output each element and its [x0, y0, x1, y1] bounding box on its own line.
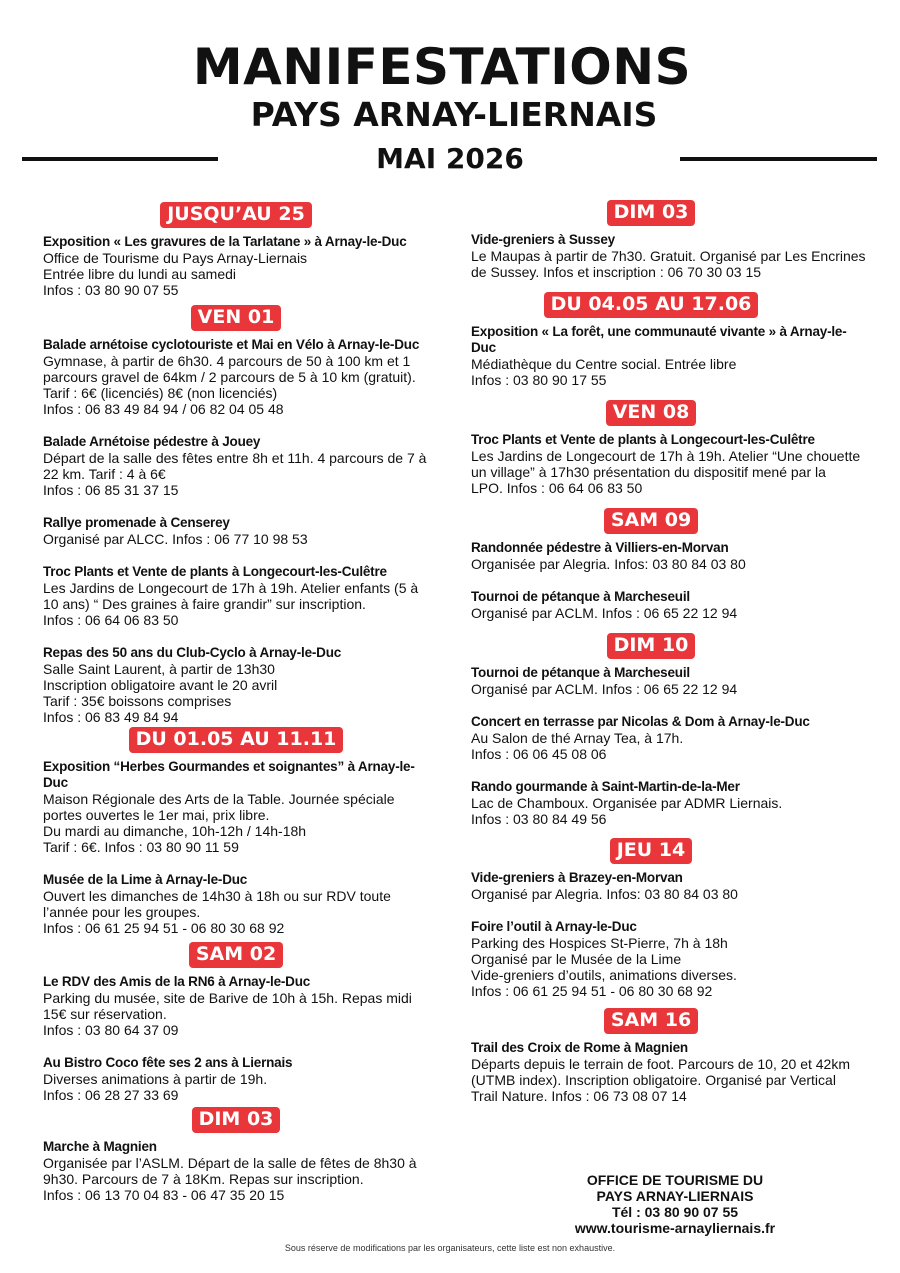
event-item	[471, 324, 871, 388]
event-item	[43, 1139, 433, 1203]
event-title: Rallye promenade à Censerey	[43, 515, 230, 530]
event-detail: Les Jardins de Longecourt de 17h à 19h. Atelier enfants (5 à	[43, 580, 419, 596]
event-title: Vide-greniers à Brazey-en-Morvan	[471, 870, 683, 885]
event-item	[471, 870, 871, 902]
event-item	[43, 645, 433, 725]
event-item	[471, 779, 871, 827]
date-badge: DIM 10	[607, 633, 696, 659]
event-detail: Parking du musée, site de Barive de 10h à 15h. Repas midi	[43, 990, 412, 1006]
event-detail: Organisé par ACLM. Infos : 06 65 22 12 94	[471, 681, 738, 697]
date-badge: DIM 03	[192, 1107, 281, 1133]
event-title: Tournoi de pétanque à Marcheseuil	[471, 665, 690, 680]
date-badge-wrap	[43, 202, 429, 228]
event-detail: 9h30. Parcours de 7 à 18Km. Repas sur inscription.	[43, 1171, 364, 1187]
event-title: Concert en terrasse par Nicolas & Dom à Arnay-le-Duc	[471, 714, 810, 729]
event-item	[471, 1040, 871, 1104]
event-detail: Organisé par ALCC. Infos : 06 77 10 98 53	[43, 531, 308, 547]
event-detail: Infos : 06 83 49 84 94	[43, 709, 179, 725]
event-detail: un village” à 17h30 présentation du dispositif mené par la	[471, 464, 826, 480]
date-section	[471, 292, 871, 388]
date-section	[471, 1008, 871, 1104]
event-detail: (UTMB index). Inscription obligatoire. Organisé par Vertical	[471, 1072, 836, 1088]
date-badge: SAM 09	[604, 508, 698, 534]
event-detail: Infos : 06 28 27 33 69	[43, 1087, 179, 1103]
date-section	[43, 202, 433, 298]
event-detail: l’année pour les groupes.	[43, 904, 201, 920]
event-title: Musée de la Lime à Arnay-le-Duc	[43, 872, 248, 887]
event-title: Vide-greniers à Sussey	[471, 232, 615, 247]
event-detail: Départ de la salle des fêtes entre 8h et 11h. 4 parcours de 7 à	[43, 450, 427, 466]
event-title: Troc Plants et Vente de plants à Longecourt-les-Culêtre	[43, 564, 387, 579]
event-detail: Infos : 03 80 64 37 09	[43, 1022, 179, 1038]
event-detail: Organisé par ACLM. Infos : 06 65 22 12 94	[471, 605, 738, 621]
footer-phone: Tél : 03 80 90 07 55	[611, 1204, 739, 1220]
event-item	[43, 974, 433, 1038]
date-badge: DU 04.05 AU 17.06	[544, 292, 759, 318]
event-detail: Tarif : 35€ boissons comprises	[43, 693, 232, 709]
date-section	[43, 305, 433, 725]
event-detail: Tarif : 6€ (licenciés) 8€ (non licenciés)	[43, 385, 278, 401]
event-detail: Infos : 06 13 70 04 83 - 06 47 35 20 15	[43, 1187, 285, 1203]
event-detail: Entrée libre du lundi au samedi	[43, 266, 237, 282]
event-title: Le RDV des Amis de la RN6 à Arnay-le-Duc	[43, 974, 311, 989]
event-detail: Les Jardins de Longecourt de 17h à 19h. Atelier “Une chouette	[471, 448, 861, 464]
date-badge-wrap	[43, 727, 429, 753]
event-title: Balade arnétoise cyclotouriste et Mai en Vélo à Arnay-le-Duc	[43, 337, 420, 352]
date-badge-wrap	[43, 942, 429, 968]
date-badge-wrap	[471, 400, 831, 426]
event-title-cont: Duc	[471, 340, 496, 355]
event-detail: Tarif : 6€. Infos : 03 80 90 11 59	[43, 839, 239, 855]
event-detail: Infos : 06 06 45 08 06	[471, 746, 607, 762]
event-item	[471, 232, 871, 280]
event-detail: LPO. Infos : 06 64 06 83 50	[471, 480, 643, 496]
event-detail: Infos : 06 83 49 84 94 / 06 82 04 05 48	[43, 401, 284, 417]
event-detail: 10 ans) “ Des graines à faire grandir” sur inscription.	[43, 596, 366, 612]
rule-right	[680, 157, 877, 161]
date-section	[471, 400, 871, 496]
date-badge: JEU 14	[610, 838, 693, 864]
date-badge-wrap	[471, 508, 831, 534]
event-title: Marche à Magnien	[43, 1139, 157, 1154]
event-detail: Parking des Hospices St-Pierre, 7h à 18h	[471, 935, 728, 951]
date-badge: JUSQU’AU 25	[160, 202, 312, 228]
event-detail: Organisé par le Musée de la Lime	[471, 951, 682, 967]
event-title: Tournoi de pétanque à Marcheseuil	[471, 589, 690, 604]
event-item	[471, 589, 871, 621]
date-badge-wrap	[43, 305, 429, 331]
event-title: Exposition “Herbes Gourmandes et soignantes” à Arnay-le-	[43, 759, 415, 774]
event-title: Au Bistro Coco fête ses 2 ans à Liernais	[43, 1055, 293, 1070]
event-detail: Au Salon de thé Arnay Tea, à 17h.	[471, 730, 684, 746]
date-badge-wrap	[471, 1008, 831, 1034]
footer-website: www.tourisme-arnayliernais.fr	[574, 1220, 776, 1236]
event-detail: Médiathèque du Centre social. Entrée libre	[471, 356, 737, 372]
event-item	[471, 714, 871, 762]
date-section	[43, 727, 433, 936]
event-detail: Gymnase, à partir de 6h30. 4 parcours de 50 à 100 km et 1	[43, 353, 411, 369]
event-detail: Infos : 06 61 25 94 51 - 06 80 30 68 92	[43, 920, 285, 936]
event-detail: Infos : 06 85 31 37 15	[43, 482, 179, 498]
event-detail: Lac de Chamboux. Organisée par ADMR Liernais.	[471, 795, 783, 811]
event-detail: Office de Tourisme du Pays Arnay-Liernais	[43, 250, 308, 266]
date-badge: SAM 02	[189, 942, 283, 968]
event-item	[43, 337, 433, 417]
event-detail: Diverses animations à partir de 19h.	[43, 1071, 268, 1087]
event-item	[43, 759, 433, 855]
date-section	[471, 838, 871, 999]
date-section	[43, 1107, 433, 1203]
event-detail: Infos : 03 80 84 49 56	[471, 811, 607, 827]
date-section	[471, 633, 871, 827]
footer-line-1: OFFICE DE TOURISME DU	[586, 1172, 764, 1188]
event-item	[43, 564, 433, 628]
event-detail: de Sussey. Infos et inscription : 06 70 30 03 15	[471, 264, 762, 280]
event-detail: Salle Saint Laurent, à partir de 13h30	[43, 661, 275, 677]
event-item	[43, 1055, 433, 1103]
date-badge-wrap	[471, 633, 831, 659]
event-item	[471, 665, 871, 697]
event-detail: Vide-greniers d’outils, animations diverses.	[471, 967, 737, 983]
event-item	[471, 540, 871, 572]
date-badge: DU 01.05 AU 11.11	[129, 727, 344, 753]
date-section	[471, 508, 871, 621]
event-title: Trail des Croix de Rome à Magnien	[471, 1040, 688, 1055]
event-detail: Infos : 06 64 06 83 50	[43, 612, 179, 628]
event-title: Randonnée pédestre à Villiers-en-Morvan	[471, 540, 729, 555]
page-subtitle: PAYS ARNAY-LIERNAIS	[250, 95, 658, 134]
event-detail: Inscription obligatoire avant le 20 avril	[43, 677, 278, 693]
date-badge-wrap	[43, 1107, 429, 1133]
date-section	[471, 200, 871, 280]
date-badge-wrap	[471, 838, 831, 864]
event-detail: Le Maupas à partir de 7h30. Gratuit. Organisé par Les Encrines	[471, 248, 866, 264]
event-detail: Organisée par l’ASLM. Départ de la salle de fêtes de 8h30 à	[43, 1155, 417, 1171]
disclaimer: Sous réserve de modifications par les organisateurs, cette liste est non exhaustive.	[284, 1243, 616, 1253]
event-item	[471, 432, 871, 496]
date-section	[43, 942, 433, 1103]
event-detail: Départs depuis le terrain de foot. Parcours de 10, 20 et 42km	[471, 1056, 850, 1072]
event-detail: Organisé par Alegria. Infos: 03 80 84 03 80	[471, 886, 738, 902]
footer-contact	[560, 1172, 790, 1236]
event-title: Repas des 50 ans du Club-Cyclo à Arnay-le-Duc	[43, 645, 342, 660]
date-badge: SAM 16	[604, 1008, 698, 1034]
event-detail: Infos : 03 80 90 17 55	[471, 372, 607, 388]
event-item	[43, 515, 433, 547]
footer-line-2: PAYS ARNAY-LIERNAIS	[596, 1188, 754, 1204]
event-detail: Du mardi au dimanche, 10h-12h / 14h-18h	[43, 823, 307, 839]
event-detail: portes ouvertes le 1er mai, prix libre.	[43, 807, 270, 823]
page-title: MANIFESTATIONS	[192, 38, 692, 96]
event-detail: Maison Régionale des Arts de la Table. Journée spéciale	[43, 791, 395, 807]
event-title: Exposition « Les gravures de la Tarlatane » à Arnay-le-Duc	[43, 234, 407, 249]
event-item	[471, 919, 871, 999]
event-detail: Organisée par Alegria. Infos: 03 80 84 03 80	[471, 556, 746, 572]
event-item	[43, 234, 433, 298]
event-title: Exposition « La forêt, une communauté vivante » à Arnay-le-	[471, 324, 847, 339]
event-title-cont: Duc	[43, 775, 68, 790]
date-badge: VEN 01	[191, 305, 282, 331]
event-title: Rando gourmande à Saint-Martin-de-la-Mer	[471, 779, 740, 794]
event-detail: 15€ sur réservation.	[43, 1006, 167, 1022]
event-detail: Trail Nature. Infos : 06 73 08 07 14	[471, 1088, 687, 1104]
event-title: Balade Arnétoise pédestre à Jouey	[43, 434, 261, 449]
date-badge: VEN 08	[606, 400, 697, 426]
event-detail: Ouvert les dimanches de 14h30 à 18h ou sur RDV toute	[43, 888, 391, 904]
month-title: MAI 2026	[376, 142, 524, 175]
event-detail: Infos : 03 80 90 07 55	[43, 282, 179, 298]
date-badge-wrap	[471, 200, 831, 226]
event-item	[43, 872, 433, 936]
event-title: Foire l’outil à Arnay-le-Duc	[471, 919, 637, 934]
event-detail: parcours gravel de 64km / 2 parcours de 5 à 10 km (gratuit).	[43, 369, 416, 385]
event-detail: 22 km. Tarif : 4 à 6€	[43, 466, 166, 482]
event-item	[43, 434, 433, 498]
event-title: Troc Plants et Vente de plants à Longecourt-les-Culêtre	[471, 432, 815, 447]
event-detail: Infos : 06 61 25 94 51 - 06 80 30 68 92	[471, 983, 713, 999]
date-badge: DIM 03	[607, 200, 696, 226]
date-badge-wrap	[471, 292, 831, 318]
